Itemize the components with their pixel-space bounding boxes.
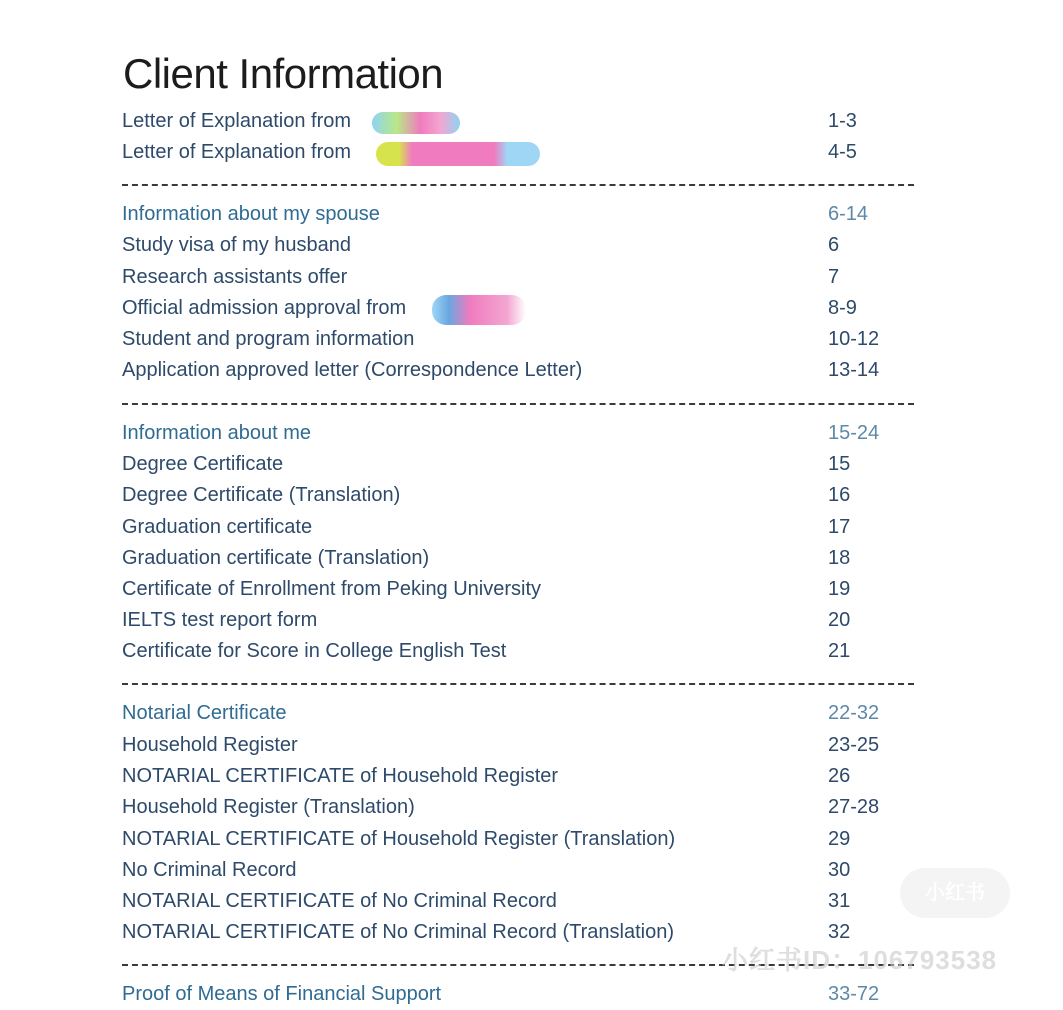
toc-row[interactable] (122, 449, 922, 480)
toc-row[interactable] (122, 855, 922, 886)
toc-row-pages: 10-12 (828, 328, 880, 350)
toc-row-label: Graduation certificate (122, 516, 313, 538)
section-heading-label: Notarial Certificate (122, 702, 287, 724)
toc-row-pages: 7 (828, 266, 840, 288)
toc-row-label: Letter of Explanation from (122, 141, 352, 163)
toc-row-letter-1[interactable] (122, 106, 922, 137)
toc-row[interactable] (122, 262, 922, 293)
toc-row-label: IELTS test report form (122, 609, 318, 631)
toc-row-pages: 23-25 (828, 734, 880, 756)
section-divider (122, 184, 914, 186)
redaction-scribble (372, 112, 460, 134)
toc-row[interactable] (122, 512, 922, 543)
section-heading-pages: 33-72 (828, 983, 880, 1005)
toc-row[interactable] (122, 324, 922, 355)
toc-row-pages: 18 (828, 547, 851, 569)
toc-row-label: Student and program information (122, 328, 415, 350)
toc-row-pages: 31 (828, 890, 851, 912)
toc-row-label: Certificate for Score in College English Test (122, 640, 507, 662)
toc-row[interactable] (122, 761, 922, 792)
toc-row-label: NOTARIAL CERTIFICATE of Household Register (122, 765, 559, 787)
toc-row-pages: 20 (828, 609, 851, 631)
toc-row[interactable] (122, 824, 922, 855)
toc-row[interactable] (122, 480, 922, 511)
section-heading-me[interactable] (122, 418, 922, 449)
toc-row-label: Letter of Explanation from (122, 110, 352, 132)
toc-row-label: Degree Certificate (122, 453, 284, 475)
section-heading-label: Information about my spouse (122, 203, 380, 225)
section-heading-pages: 6-14 (828, 203, 869, 225)
toc-row-pages: 13-14 (828, 359, 880, 381)
toc-row-pages: 17 (828, 516, 851, 538)
toc-row-pages: 19 (828, 578, 851, 600)
section-heading-notarial[interactable] (122, 698, 922, 729)
toc-row-label: Household Register (Translation) (122, 796, 415, 818)
toc-row-label: Graduation certificate (Translation) (122, 547, 430, 569)
toc-row-pages: 1-3 (828, 110, 857, 132)
toc-row[interactable] (122, 792, 922, 823)
section-heading-financial[interactable] (122, 979, 922, 1010)
toc-row-pages: 21 (828, 640, 851, 662)
section-divider (122, 403, 914, 405)
redaction-scribble (432, 295, 526, 325)
toc-row-label: No Criminal Record (122, 859, 297, 881)
toc-row[interactable] (122, 886, 922, 917)
section-heading-label: Information about me (122, 422, 311, 444)
toc-row-pages: 26 (828, 765, 851, 787)
toc-row-pages: 8-9 (828, 297, 857, 319)
toc-row[interactable] (122, 574, 922, 605)
toc-row[interactable] (122, 543, 922, 574)
toc-row[interactable] (122, 355, 922, 386)
toc-row-label: NOTARIAL CERTIFICATE of Household Register (Translation) (122, 828, 676, 850)
toc-row-pages: 4-5 (828, 141, 857, 163)
toc-row-label: Household Register (122, 734, 298, 756)
toc-row-pages: 15 (828, 453, 851, 475)
toc-row-pages: 29 (828, 828, 851, 850)
document-title: Client Information (123, 50, 444, 97)
toc-row-label: NOTARIAL CERTIFICATE of No Criminal Record (Translation) (122, 921, 674, 943)
toc-row[interactable] (122, 636, 922, 667)
toc-row-label: Official admission approval from (122, 297, 407, 319)
section-heading-pages: 15-24 (828, 422, 880, 444)
section-heading-pages: 22-32 (828, 702, 880, 724)
section-heading-label: Proof of Means of Financial Support (122, 983, 442, 1005)
toc-row-label: Application approved letter (Correspondence Letter) (122, 359, 583, 381)
toc-row-label: Study visa of my husband (122, 234, 352, 256)
toc-row-pages: 30 (828, 859, 851, 881)
toc-row-pages: 16 (828, 484, 851, 506)
toc-row-label: NOTARIAL CERTIFICATE of No Criminal Record (122, 890, 557, 912)
section-heading-spouse[interactable] (122, 199, 922, 230)
toc-row-label: Degree Certificate (Translation) (122, 484, 401, 506)
toc-row[interactable] (122, 605, 922, 636)
toc-row-pages: 6 (828, 234, 840, 256)
toc-row-pages: 32 (828, 921, 851, 943)
watermark-logo: 小红书 (900, 868, 1010, 918)
toc-row[interactable] (122, 230, 922, 261)
toc-row[interactable] (122, 730, 922, 761)
toc-row-pages: 27-28 (828, 796, 880, 818)
watermark-id: 小红书ID：106793538 (722, 945, 998, 975)
section-divider (122, 683, 914, 685)
toc-row-label: Certificate of Enrollment from Peking University (122, 578, 542, 600)
toc-row-label: Research assistants offer (122, 266, 348, 288)
redaction-scribble (376, 142, 540, 166)
